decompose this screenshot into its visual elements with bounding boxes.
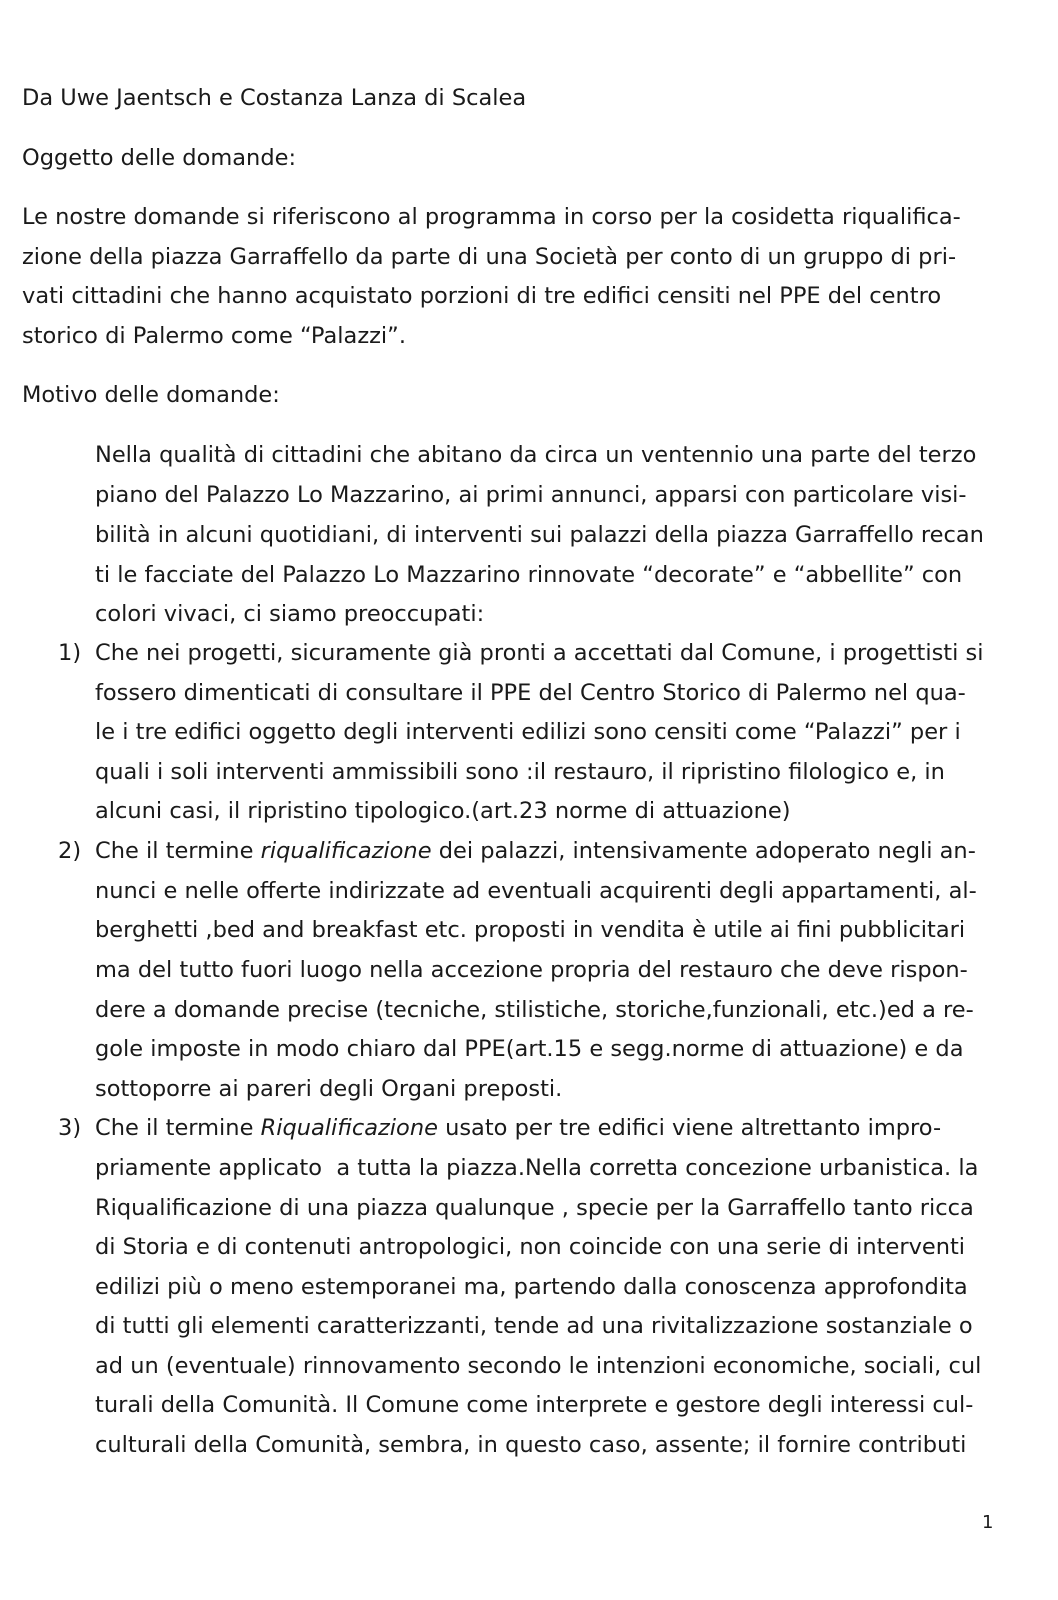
intro-line: colori vivaci, ci siamo preoccupati: xyxy=(95,601,485,627)
intro-line: bilità in alcuni quotidiani, di interventi sui palazzi della piazza Garraffello recan xyxy=(95,522,984,548)
item-line: gole imposte in modo chiaro dal PPE(art.15 e segg.norme di attuazione) e da xyxy=(95,1036,964,1062)
item-line: di Storia e di contenuti antropologici, non coincide con una serie di interventi xyxy=(95,1234,966,1260)
intro-line: ti le facciate del Palazzo Lo Mazzarino rinnovate “decorate” e “abbellite” con xyxy=(95,562,963,588)
subject-heading: Oggetto delle domande: xyxy=(22,145,297,171)
item-line: fossero dimenticati di consultare il PPE del Centro Storico di Palermo nel qua- xyxy=(95,680,966,706)
item-line: alcuni casi, il ripristino tipologico.(art.23 norme di attuazione) xyxy=(95,798,791,824)
item-line: ad un (eventuale) rinnovamento secondo le intenzioni economiche, sociali, cul xyxy=(95,1353,982,1379)
subject-line: Le nostre domande si riferiscono al programma in corso per la cosidetta riqualifica- xyxy=(22,204,961,230)
subject-line: storico di Palermo come “Palazzi”. xyxy=(22,323,406,349)
item-line: Che il termine riqualificazione dei palazzi, intensivamente adoperato negli an- xyxy=(95,838,976,864)
page-number: 1 xyxy=(982,1512,994,1533)
item-line: Riqualificazione di una piazza qualunque , specie per la Garraffello tanto ricca xyxy=(95,1195,974,1221)
item-line: edilizi più o meno estemporanei ma, partendo dalla conoscenza approfondita xyxy=(95,1274,968,1300)
intro-line: piano del Palazzo Lo Mazzarino, ai primi annunci, apparsi con particolare visi- xyxy=(95,482,967,508)
item-line: culturali della Comunità, sembra, in questo caso, assente; il fornire contributi xyxy=(95,1432,967,1458)
item-line: dere a domande precise (tecniche, stilistiche, storiche,funzionali, etc.)ed a re- xyxy=(95,997,974,1023)
item-number: 1) xyxy=(58,640,82,666)
item-line: Che nei progetti, sicuramente già pronti a accettati dal Comune, i progettisti si xyxy=(95,640,984,666)
item-line: nunci e nelle offerte indirizzate ad eventuali acquirenti degli appartamenti, al- xyxy=(95,878,977,904)
item-line: Che il termine Riqualificazione usato per tre edifici viene altrettanto impro- xyxy=(95,1115,942,1141)
item-line: quali i soli interventi ammissibili sono :il restauro, il ripristino filologico e, in xyxy=(95,759,945,785)
subject-line: vati cittadini che hanno acquistato porzioni di tre edifici censiti nel PPE del centro xyxy=(22,283,942,309)
item-line: sottoporre ai pareri degli Organi preposti. xyxy=(95,1076,563,1102)
intro-line: Nella qualità di cittadini che abitano da circa un ventennio una parte del terzo xyxy=(95,442,977,468)
item-line: le i tre edifici oggetto degli interventi edilizi sono censiti come “Palazzi” per i xyxy=(95,719,961,745)
from-line: Da Uwe Jaentsch e Costanza Lanza di Scalea xyxy=(22,85,527,111)
reason-heading: Motivo delle domande: xyxy=(22,382,280,408)
item-line: di tutti gli elementi caratterizzanti, tende ad una rivitalizzazione sostanziale o xyxy=(95,1313,973,1339)
item-line: priamente applicato a tutta la piazza.Nella corretta concezione urbanistica. la xyxy=(95,1155,979,1181)
item-number: 3) xyxy=(58,1115,82,1141)
item-line: ma del tutto fuori luogo nella accezione propria del restauro che deve rispon- xyxy=(95,957,968,983)
item-number: 2) xyxy=(58,838,82,864)
item-line: berghetti ,bed and breakfast etc. proposti in vendita è utile ai fini pubblicitari xyxy=(95,917,966,943)
item-line: turali della Comunità. Il Comune come interprete e gestore degli interessi cul- xyxy=(95,1392,974,1418)
subject-line: zione della piazza Garraffello da parte di una Società per conto di un gruppo di pri- xyxy=(22,244,957,270)
